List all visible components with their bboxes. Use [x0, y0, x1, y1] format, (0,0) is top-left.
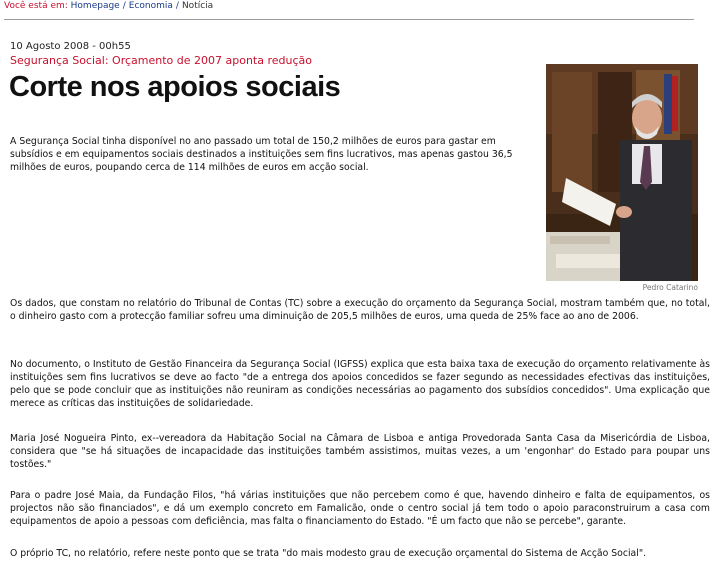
article-photo	[546, 64, 698, 281]
breadcrumb-lead: Você está em:	[4, 1, 68, 11]
article-paragraph-1: A Segurança Social tinha disponível no ano passado um total de 150,2 milhões de euros para gastar em subsídios e em equipamentos sociais destinados a instituições sem fins lucrativos, mas apenas gastou 36,5 milhões de euros, poupando cerca de 114 milhões de euros em acção social.	[10, 136, 513, 173]
header-divider	[4, 19, 694, 20]
article-paragraph-2: Os dados, que constam no relatório do Tribunal de Contas (TC) sobre a execução do orçamento da Segurança Social, mostram também que, no total, o dinheiro gasto com a protecção familiar sofreu uma diminuição de 205,5 milhões de euros, uma queda de 25% face ao ano de 2006.	[10, 298, 710, 322]
breadcrumb-separator: /	[122, 1, 126, 11]
breadcrumb-separator: /	[175, 1, 179, 11]
article-paragraph-6: O próprio TC, no relatório, refere neste ponto que se trata "do mais modesto grau de execução orçamental do Sistema de Acção Social".	[10, 548, 647, 559]
photo-credit: Pedro Catarino	[642, 283, 698, 292]
article-paragraph-5: Para o padre José Maia, da Fundação Filos, "há várias instituições que não percebem como é que, havendo dinheiro e falta de equipamentos, os projectos não são financiados", e dá um exemplo concreto em Famalicão, onde o centro social já tem todo o apoio paraconstruirum a casa com equipamentos de apoio a pessoas com deficiência, mas falta o financiamento do Estado. "É um facto que não se percebe", garante.	[10, 490, 710, 527]
breadcrumb-current: Notícia	[181, 1, 214, 11]
article-date: 10 Agosto 2008 - 00h55	[10, 41, 131, 52]
article-kicker: Segurança Social: Orçamento de 2007 aponta redução	[10, 54, 312, 67]
article-paragraph-4: Maria José Nogueira Pinto, ex--vereadora da Habitação Social na Câmara de Lisboa e antiga Provedorada Santa Casa da Misericórdia de Lisboa, considera que "se há situações de incapacidade das instituições também assistimos, muitas vezes, a um 'engonhar' do Estado para poupar uns tostões."	[10, 433, 710, 470]
article-headline: Corte nos apoios sociais	[9, 71, 341, 103]
breadcrumb-link-homepage[interactable]: Homepage	[70, 1, 120, 11]
article-paragraph-3: No documento, o Instituto de Gestão Financeira da Segurança Social (IGFSS) explica que esta baixa taxa de execução do orçamento relativamente às instituições sem fins lucrativos se deve ao facto "de a entrega dos apoios concedidos se fazer segundo as necessidades efectivas das instituições, pelo que se pode concluir que as instituições não reuniram as condições necessárias ao pagamento dos subsídios concedidos". Uma explicação que merece as críticas das instituições de solidariedade.	[10, 359, 710, 409]
breadcrumb-link-economia[interactable]: Economia	[128, 1, 173, 11]
breadcrumb	[4, 0, 213, 12]
